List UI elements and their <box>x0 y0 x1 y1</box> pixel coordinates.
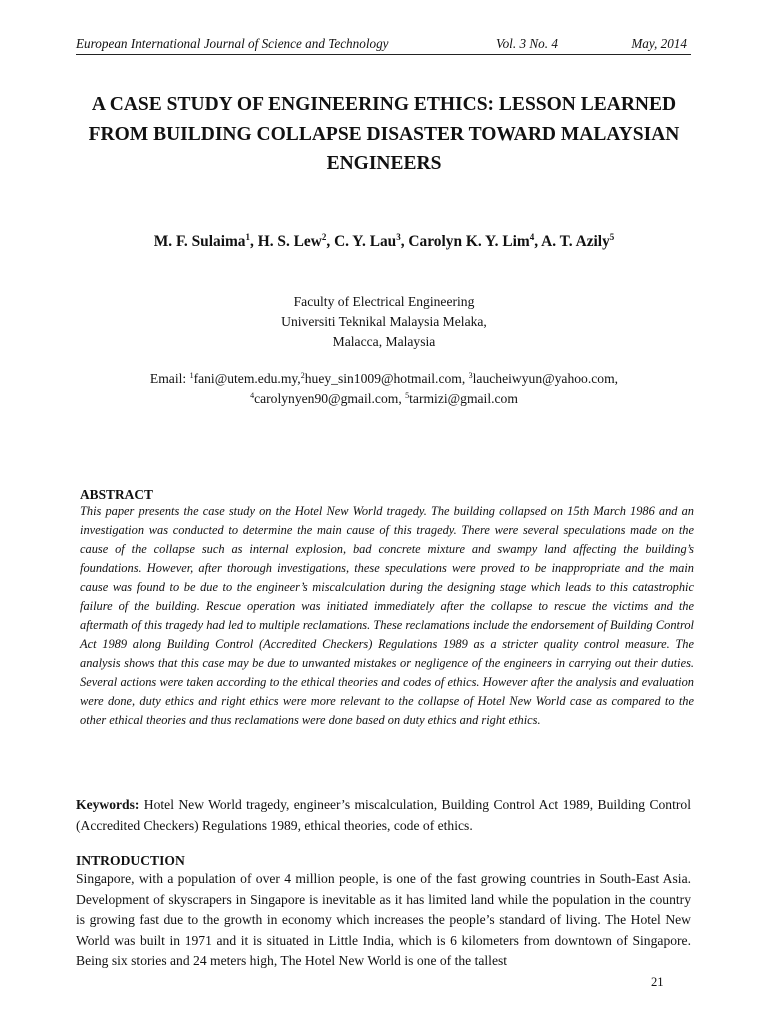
email-line <box>60 369 708 389</box>
email-mark: 1 <box>189 371 194 380</box>
email-address[interactable]: laucheiwyun@yahoo.com, <box>472 371 619 386</box>
author-name: H. S. Lew <box>257 233 322 250</box>
author-affiliation-mark: 3 <box>396 232 401 242</box>
keywords-text: Hotel New World tragedy, engineer’s miscalculation, Building Control Act 1989, Building Control (Accredited Checkers) Regulations 1989, ethical theories, code of ethics. <box>76 797 691 833</box>
author-name: C. Y. Lau <box>334 233 397 250</box>
journal-name: European International Journal of Science and Technology <box>76 36 389 51</box>
email-address[interactable]: huey_sin1009@hotmail.com, <box>304 371 466 386</box>
page-number: 21 <box>651 975 664 989</box>
email-mark: 2 <box>300 371 305 380</box>
keywords-paragraph <box>76 795 691 836</box>
email-mark: 5 <box>405 391 410 400</box>
issue-date: May, 2014 <box>631 36 687 51</box>
email-address[interactable]: carolynyen90@gmail.com, <box>254 391 402 406</box>
email-address[interactable]: tarmizi@gmail.com <box>409 391 518 406</box>
running-header <box>76 34 691 55</box>
paper-title: A CASE STUDY OF ENGINEERING ETHICS: LESSON LEARNED FROM BUILDING COLLAPSE DISASTER TOWARD MALAYSIAN ENGINEERS <box>88 94 680 174</box>
affiliation-location: Malacca, Malaysia <box>332 334 436 349</box>
abstract-body: This paper presents the case study on the Hotel New World tragedy. The building collapsed on 15th March 1986 and an investigation was conducted to determine the main cause of this tragedy. There were several speculations made on the cause of the collapse such as internal explosion, bad concrete mixture and swampy land affecting the building’s foundations. However, after thorough investigations, these speculations were proved to be inappropriate and the main cause was found to be due to the engineer’s miscalculation during the designing stage which leads to this catastrophic failure of the building. Rescue operation was initiated immediately after the collapse to rescue the victims and the aftermath of this tragedy had led to multiple reclamations. These reclamations include the endorsement of Building Control Act 1989 along Building Control (Accredited Checkers) Regulations 1989 as a stricter quality control measure. The analysis shows that this case may be due to unwanted mistakes or negligence of the engineers in carrying out their duties. Several actions were taken according to the ethical theories and codes of ethics. However after the analysis and evaluation were done, duty ethics and right ethics were more relevant to the collapse of Hotel New World case as compared to the other ethical theories and thus reclamations were done based on duty ethics and right ethics. <box>80 504 694 727</box>
author-affiliation-mark: 2 <box>321 232 327 242</box>
abstract-heading: ABSTRACT <box>80 487 153 502</box>
author-name: Carolyn K. Y. Lim <box>408 233 530 250</box>
affiliation-faculty: Faculty of Electrical Engineering <box>293 294 475 309</box>
affiliation <box>60 292 708 352</box>
email-address[interactable]: fani@utem.edu.my, <box>193 371 301 386</box>
email-block <box>60 369 708 409</box>
introduction-heading: INTRODUCTION <box>76 853 185 868</box>
author-affiliation-mark: 4 <box>529 232 535 242</box>
email-label: Email: <box>149 371 190 386</box>
keywords-label: Keywords: <box>76 797 140 812</box>
affiliation-university: Universiti Teknikal Malaysia Melaka, <box>281 314 487 329</box>
email-mark: 4 <box>250 391 255 400</box>
email-line <box>60 389 708 409</box>
email-mark: 3 <box>468 371 473 380</box>
introduction-body: Singapore, with a population of over 4 million people, is one of the fast growing countries in South-East Asia. Development of skyscrapers in Singapore is inevitable as it has limited land while the population in the country is growing fast due to the growth in economy which increases the people’s standard of living. The Hotel New World was built in 1971 and it is situated in Little India, which is 6 kilometers from downtown of Singapore. Being six stories and 24 meters high, The Hotel New World is one of the tallest <box>76 871 691 968</box>
author-name: M. F. Sulaima <box>153 233 246 250</box>
author-list: M. F. Sulaima$^1$, H. S. Lew$^2$, C. Y. Lau$^3$, Carolyn K. Y. Lim$^4$, A. T. Azily$^5$ <box>153 232 615 250</box>
author-affiliation-mark: 5 <box>609 232 615 242</box>
author-name: A. T. Azily <box>541 233 610 250</box>
volume-number: Vol. 3 No. 4 <box>496 36 558 51</box>
author-affiliation-mark: 1 <box>245 232 251 242</box>
